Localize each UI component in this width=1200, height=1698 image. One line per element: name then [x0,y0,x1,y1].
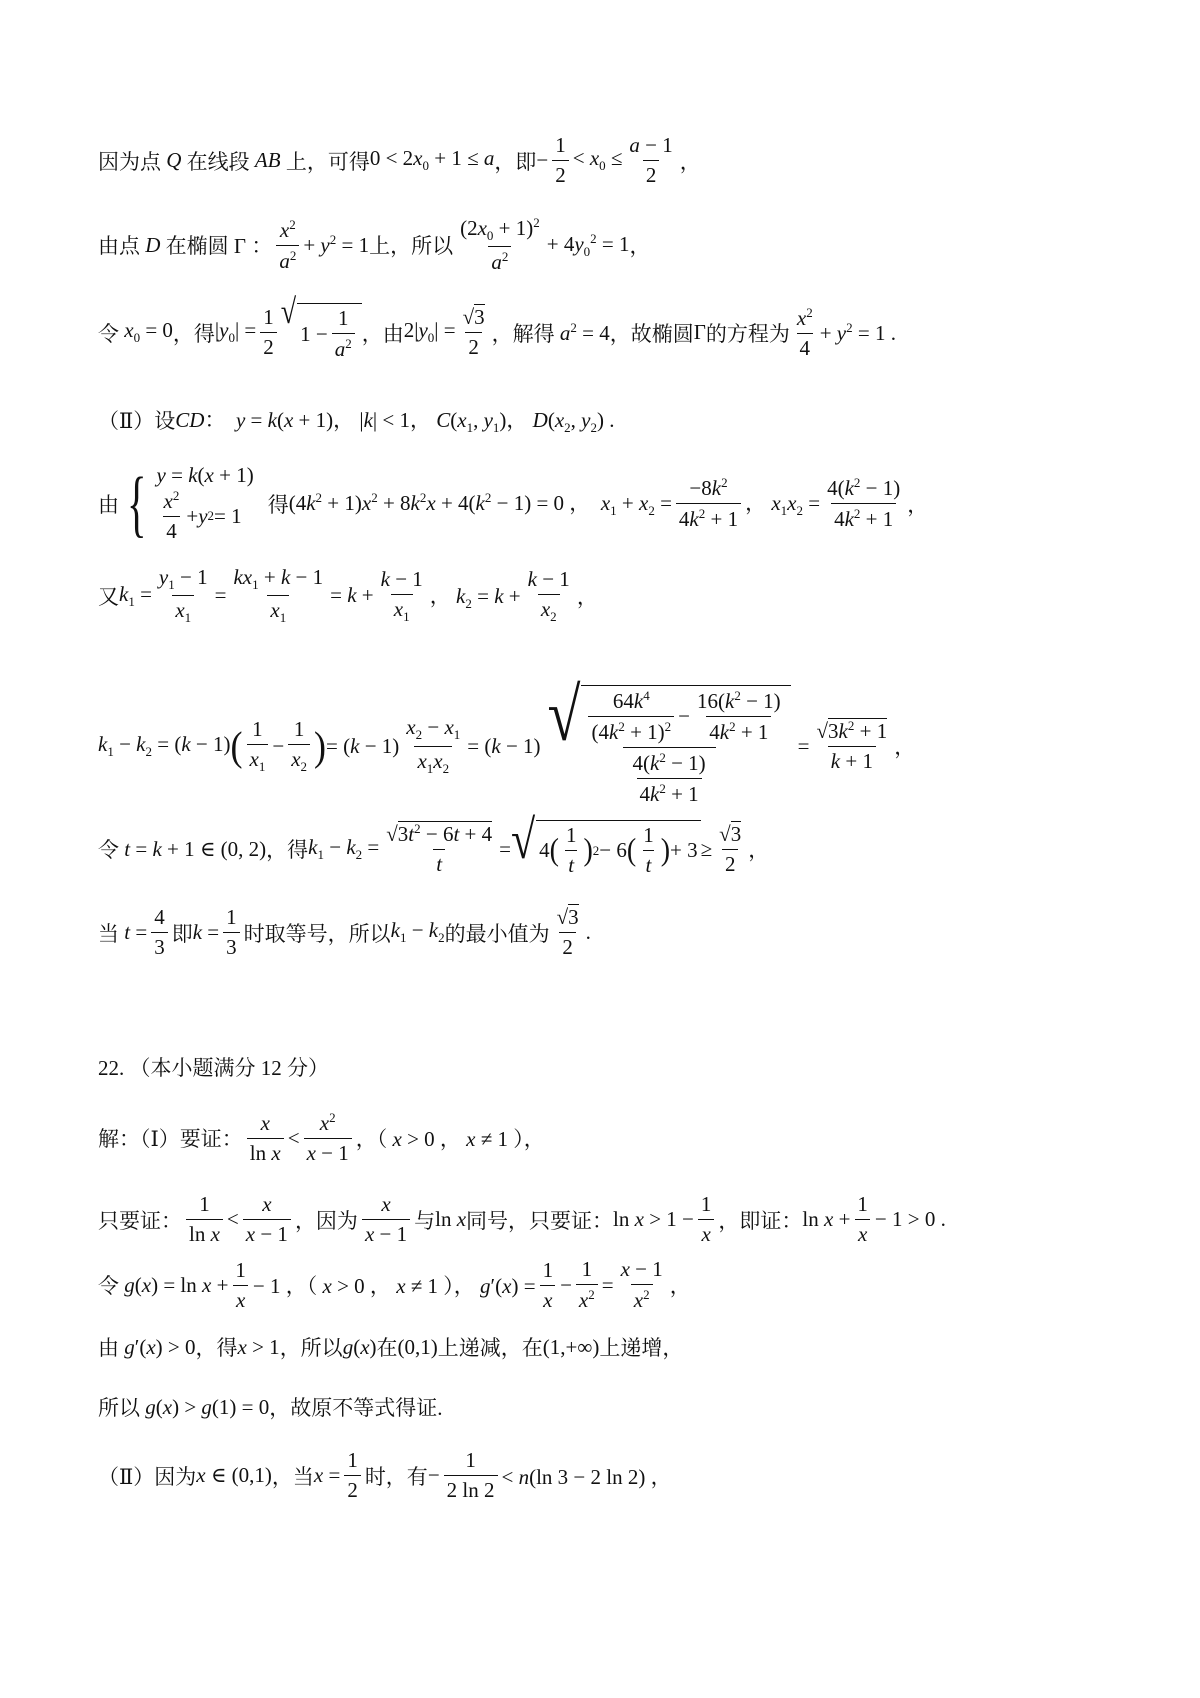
solution-line-14 [98,1332,683,1362]
text: 得 [267,492,289,517]
solution-line-13 [98,1257,691,1313]
fraction: $\frac{a - 1}{2}$ [629,133,673,187]
text: ，由 [361,321,404,346]
math: $0 < 2x_0 + 1 \le a$ [369,146,495,174]
math: AB [249,148,286,172]
fraction: $\frac{x - 1}{x^2}$ [620,1257,663,1312]
fraction: $\frac{x}{x - 1}$ [243,1192,291,1247]
fraction: $\frac{x}{x - 1}$ [362,1192,410,1247]
text: 令 [98,321,119,346]
math: − [536,148,549,172]
fraction: $\frac{1}{x^2}$ [576,1257,598,1313]
text: ，故原不等式得证. [269,1396,443,1420]
math: $k_1$ = [119,581,152,609]
text: （Ⅱ）因为 [98,1464,197,1489]
fraction: $\frac{1}{\text{ln x}}$ [186,1192,223,1247]
text: ，即证： [718,1208,803,1233]
text: 时，有 [364,1464,428,1489]
math: g′(x) > 0 [124,1334,196,1359]
math: x = [313,1463,341,1487]
math: − 1 > 0 . [874,1207,946,1231]
text: 上递减，在 [437,1336,543,1360]
text: ， [629,234,651,259]
math: k = [192,920,220,944]
math: Q [161,148,187,172]
math: < [226,1207,239,1231]
fraction: $\frac{x^2}{x - 1}$ [304,1110,352,1166]
math: = [214,583,227,608]
math: g(x) = ln x + [124,1272,229,1297]
text: 同号，只要证： [466,1208,614,1233]
text: ，即 [494,149,537,174]
solution-line-3 [98,293,896,362]
fraction: $\frac{1}{x}$ [698,1192,715,1247]
solution-line-11 [98,1110,545,1166]
math: ， [669,1274,691,1298]
math: ，（ x > 0 ， x ≠ 1 ）， [355,1127,545,1151]
fraction: $\frac{y_1 - 1}{x_1}$ [158,565,208,626]
text: ，解得 [491,321,555,346]
math: $a^2 = 4$ [559,319,610,345]
text: 在线段 [186,149,250,174]
text: 令 [98,838,119,862]
math: Γ [693,320,706,344]
text: 即 [171,921,193,946]
math: + $y^2 = 1$ . [819,319,896,345]
text: 又 [98,584,119,609]
math: $|y_0|$ = [214,318,257,346]
solution-line-12 [98,1192,946,1247]
math: = [797,733,810,758]
math: t = [124,920,148,944]
math: ln x > 1 − [613,1207,694,1231]
math: $2|y_0|$ = [403,318,456,346]
math: − [560,1272,572,1297]
fraction: $\frac{k - 1}{x_2}$ [527,566,570,624]
fraction: $\frac{1}{2}$ [552,133,569,188]
fraction: $\frac{x^2}{a^2}$ [276,217,299,274]
fraction: $\frac{kx_1 + k - 1}{x_1}$ [233,565,324,626]
fraction: $\frac{1}{x}$ [854,1192,871,1247]
fraction: $\frac{x^2}{4}$ [796,304,813,360]
text: 当 [98,921,119,946]
fraction: $\frac{√3t^2 - 6t + 4}{t}$ [386,821,493,876]
text: （Ⅱ）设 [98,409,176,434]
fraction: $\frac{√3}{2}$ [556,905,579,959]
fraction: $\frac{x_2 - x_1}{x_1x_2}$ [406,715,461,776]
fraction: $\frac{√3k^2 + 1}{k + 1}$ [816,718,888,773]
math: D [140,232,166,257]
math: = k + [330,583,374,608]
solution-line-2 [98,215,651,275]
math: . [585,920,591,944]
text: 的方程为 [705,321,790,346]
text: 22. （本小题满分 12 分） [98,1056,329,1080]
math: CD： y = k(x + 1)， |k| < 1， $C(x_1$, $y_1$)， $D(x_2$, $y_2$) . [175,408,615,436]
solution-line-4 [98,404,614,436]
math: $x_0 = 0$ [124,318,173,346]
text: 时取等号，所以 [243,921,391,946]
fraction: $\frac{1}{2}$ [344,1448,361,1503]
math: − [272,733,285,758]
math: < $x_0$ ≤ [572,146,623,174]
math: = (k − 1) [326,733,400,758]
solution-line-9 [98,905,591,960]
math: ， $x_1x_2$ = [745,491,821,519]
math: g(x) > g(1) = 0 [145,1394,270,1419]
text: 在 [376,1336,398,1360]
math: < [287,1125,300,1150]
math: ， [576,584,598,609]
solution-line-5 [98,463,928,544]
question-22-heading [98,1052,329,1082]
text: 由点 [98,234,140,259]
math: $k_1 - k_2$ [390,918,445,946]
math: x > 1 [237,1334,280,1359]
math: − [427,1463,440,1487]
fraction: $\frac{(2x_0 + 1)^2}{a^2}$ [460,215,540,275]
paren: ( [230,723,243,769]
paren: ) [314,723,327,769]
fraction: $\frac{1}{x}$ [232,1258,249,1313]
text: ，故椭圆 [609,321,694,346]
math: ln x [435,1207,467,1231]
fraction: $\frac{1}{x_2}$ [288,717,310,775]
fraction: $\frac{1}{2}$ [260,305,277,360]
brace: { [126,462,147,545]
math: x ∈ (0,1) [196,1463,272,1487]
math: = (k − 1) [467,733,541,758]
math: ln x + [802,1207,851,1231]
fraction: $\frac{x}{\text{ln x}}$ [247,1111,284,1166]
math: (0,1) [397,1334,438,1359]
text: 在椭圆 [165,234,229,259]
text: 上，可得 [285,149,370,174]
math: ， [894,735,916,759]
sqrt: √ 1 − $\frac{1}{a^2}$ [281,303,362,362]
fraction: $\frac{4(k^2 - 1)}{4k^2 + 1}$ [827,475,901,531]
math: + $4y_0^2 = 1$ [546,230,630,259]
solution-line-7 [98,673,916,807]
math: + $y^2 = 1$ [303,232,370,258]
text: 上递增， [599,1336,684,1360]
fraction: $\frac{1}{2 \ln 2}$ [444,1448,498,1503]
text: 只要证： [98,1208,182,1233]
fraction: $\frac{1}{3}$ [223,905,240,960]
text: ，因为 [294,1208,358,1233]
text: ，所以 [279,1336,343,1360]
text: 的最小值为 [444,921,550,946]
fraction: $\frac{√3}{2}$ [462,305,485,359]
text: 上，所以 [369,234,454,259]
solution-line-16 [98,1448,672,1503]
text: 解：（Ⅰ）要证： [98,1127,243,1151]
text: ，得 [266,838,309,862]
text: 与 [414,1208,436,1233]
solution-line-8 [98,809,770,878]
sqrt: √ 4 ( $\frac{1}{t}$ ) 2 − 6 ( $\frac{1}{t}$ ) + 3 [511,820,701,878]
text: 令 [98,1274,119,1298]
fraction: $\frac{-8k^2}{4k^2 + 1}$ [676,475,741,532]
solution-line-1 [98,133,701,188]
math: $(4k^2 + 1)x^2 + 8k^2x + 4(k^2 - 1) = 0$ ， $x_1 + x_2$ = [288,490,672,519]
fraction: $\frac{1}{x_1}$ [247,717,269,775]
math: $k_1 - k_2 = (k - 1)$ [98,731,231,760]
text: 由 [98,492,119,517]
equation-system: y = k(x + 1) $\frac{x^2}{4}$ + y 2 = 1 [156,463,254,543]
text: 因为点 [98,149,161,174]
math: ， $k_2 = k$ + [429,583,521,611]
text: 所以 [98,1396,140,1420]
fraction: $\frac{4}{3}$ [151,905,168,960]
math: Γ ： [228,234,273,259]
text: 由 [98,1336,119,1360]
math: g(x) [342,1334,377,1359]
big-fraction: √ $\frac{64k^4}{(4k^2 + 1)^2}$ − $\frac{16(k^2 - 1)}{4k^2 + 1}$ $\frac{4(k^2 - 1)}{4k^2 + 1}$ [545,685,794,807]
math: < n(ln 3 − 2 ln 2) ， [501,1464,672,1489]
solution-line-15 [98,1392,443,1422]
text: ，得 [172,321,215,346]
math: = [601,1272,614,1297]
text: ，得 [195,1336,238,1360]
math: ≥ [700,836,713,861]
math: $k_1 - k_2$ = [308,834,380,863]
fraction: $\frac{1}{x}$ [540,1258,557,1313]
math: = [499,836,511,861]
math: − 1 ，（ x > 0 ， x ≠ 1 ）， g′(x) = [252,1274,536,1298]
math: t = k + 1 ∈ (0, 2) [124,836,267,861]
text: ， [679,149,701,174]
math: ， [748,838,770,862]
fraction: $\frac{k - 1}{x_1}$ [380,566,423,624]
math: (1,+∞) [542,1334,600,1359]
fraction: $\frac{√3}{2}$ [719,821,742,876]
math: ， [907,492,929,517]
solution-line-6 [98,565,598,626]
text: ，当 [271,1464,314,1489]
